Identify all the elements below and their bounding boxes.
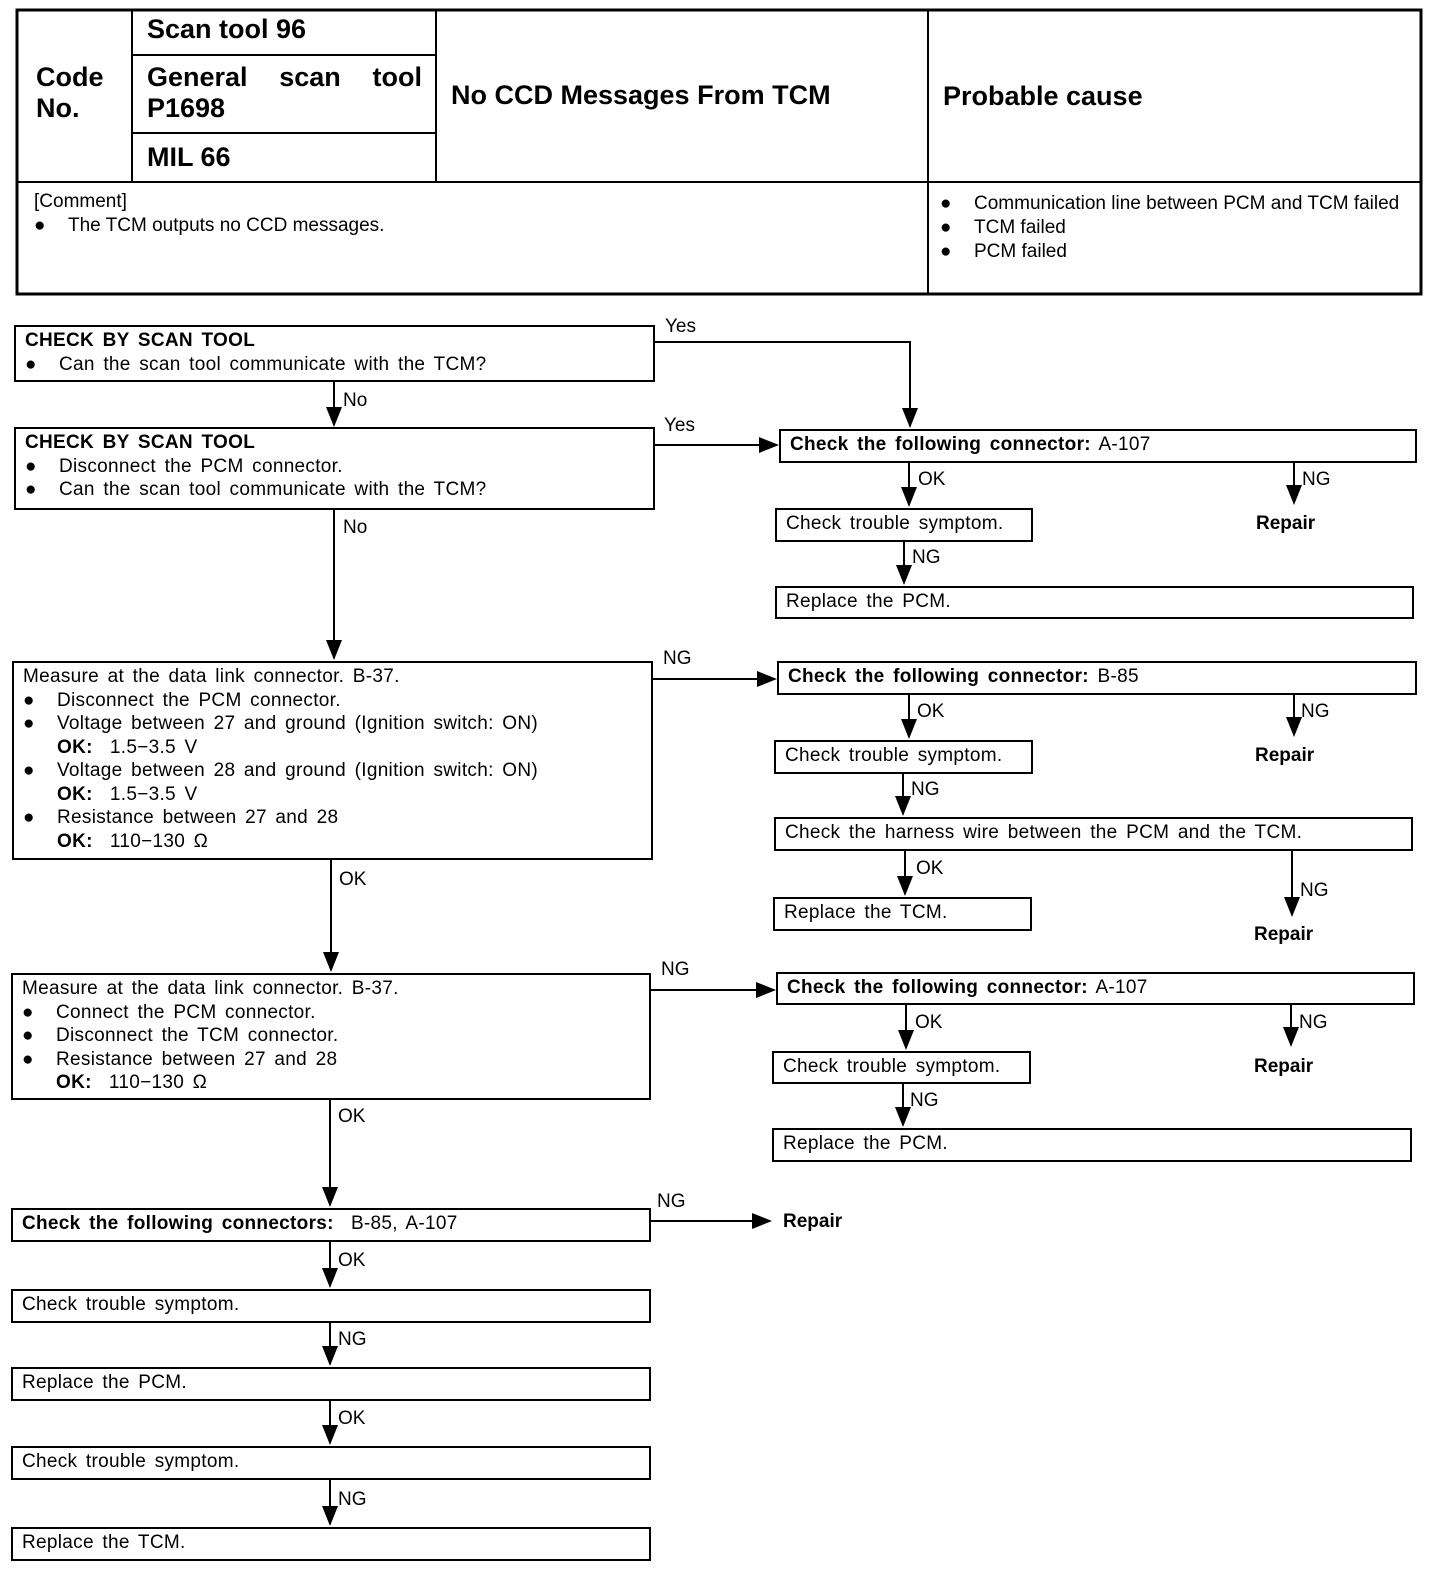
step3-title: Measure at the data link connector. B-37. <box>23 666 400 687</box>
step1-item: Can the scan tool communicate with the TCM? <box>59 353 487 375</box>
replace-pcm-box: Replace the PCM. <box>11 1367 651 1401</box>
step1-box <box>14 325 655 382</box>
bullet-icon: ● <box>940 241 952 262</box>
ng-label: NG <box>338 1329 367 1350</box>
ng-label: NG <box>911 779 940 800</box>
check-symptom-box: Check trouble symptom. <box>775 508 1033 542</box>
connector-id: A-107 <box>1098 434 1151 455</box>
ng-label: NG <box>338 1489 367 1510</box>
ng-label: NG <box>1302 469 1331 490</box>
ng-label: NG <box>657 1191 686 1212</box>
step4-title: Measure at the data link connector. B-37. <box>22 978 399 999</box>
ng-label: NG <box>1300 880 1329 901</box>
ok-spec-label: OK: <box>57 736 93 758</box>
check-symptom-box: Check trouble symptom. <box>772 1051 1031 1084</box>
cause-item: TCM failed <box>974 217 1066 238</box>
check-connector-b85-box <box>777 661 1417 695</box>
ok-spec-label: OK: <box>56 1072 92 1093</box>
step4-item: Disconnect the TCM connector. <box>56 1025 339 1046</box>
connector-id: B-85 <box>1097 666 1139 687</box>
comment-section <box>34 190 384 238</box>
bullet-icon: ● <box>22 1001 34 1023</box>
replace-pcm-box: Replace the PCM. <box>775 586 1414 619</box>
step2-title: CHECK BY SCAN TOOL <box>25 432 256 453</box>
replace-pcm-box: Replace the PCM. <box>772 1128 1412 1162</box>
step2-box <box>14 427 655 510</box>
no-label: No <box>343 517 368 538</box>
bullet-icon: ● <box>23 760 35 781</box>
ng-label: NG <box>910 1090 939 1111</box>
bullet-icon: ● <box>25 455 37 477</box>
yes-label: Yes <box>664 415 695 436</box>
bullet-icon: ● <box>23 807 35 828</box>
ok-label: OK <box>917 701 945 722</box>
ok-spec-value: 1.5−3.5 V <box>109 736 198 758</box>
causes-list <box>940 192 1410 264</box>
check-connector-a107-box <box>779 429 1417 463</box>
check-connectors-box <box>11 1208 651 1242</box>
bullet-icon: ● <box>22 1025 34 1046</box>
step4-item: Resistance between 27 and 28 <box>56 1048 338 1070</box>
bullet-icon: ● <box>23 689 35 711</box>
connector-check-label: Check the following connector: <box>788 666 1089 687</box>
step3-box <box>12 661 653 860</box>
code-no-label: Code No. <box>36 62 104 123</box>
ok-label: OK <box>339 869 367 890</box>
ok-label: OK <box>338 1250 366 1271</box>
repair-label: Repair <box>1255 745 1315 766</box>
bullet-icon: ● <box>25 353 37 375</box>
yes-label: Yes <box>665 316 696 337</box>
repair-label: Repair <box>1254 924 1314 945</box>
step3-item: Resistance between 27 and 28 <box>57 807 339 828</box>
bullet-icon: ● <box>940 193 952 214</box>
ok-label: OK <box>338 1408 366 1429</box>
page-title: No CCD Messages From TCM <box>451 80 831 110</box>
ng-label: NG <box>912 547 941 568</box>
bullet-icon: ● <box>23 713 35 734</box>
repair-label: Repair <box>1256 513 1316 534</box>
bullet-icon: ● <box>34 215 46 236</box>
connector-check-label: Check the following connector: <box>790 434 1091 455</box>
mil-code: MIL 66 <box>147 142 231 172</box>
repair-label: Repair <box>1254 1056 1314 1077</box>
replace-tcm-box: Replace the TCM. <box>11 1527 651 1561</box>
bullet-icon: ● <box>940 217 952 238</box>
step4-box <box>11 973 651 1100</box>
check-connector-a107-box <box>776 972 1415 1005</box>
ok-label: OK <box>338 1106 366 1127</box>
general-scan-tool-code: General scan tool P1698 <box>147 62 422 123</box>
ng-label: NG <box>663 648 692 669</box>
step3-item: Voltage between 28 and ground (Ignition switch: ON) <box>57 760 538 781</box>
step1-title: CHECK BY SCAN TOOL <box>25 330 256 351</box>
check-symptom-box: Check trouble symptom. <box>11 1446 651 1480</box>
ng-label: NG <box>661 959 690 980</box>
ng-label: NG <box>1301 701 1330 722</box>
ok-spec-label: OK: <box>57 830 93 852</box>
connector-check-label: Check the following connector: <box>787 977 1088 998</box>
comment-item: The TCM outputs no CCD messages. <box>68 215 385 236</box>
ok-label: OK <box>916 858 944 879</box>
check-symptom-box: Check trouble symptom. <box>11 1289 651 1323</box>
ok-spec-value: 110−130 Ω <box>108 1072 208 1093</box>
replace-tcm-box: Replace the TCM. <box>773 897 1032 931</box>
ok-label: OK <box>915 1012 943 1033</box>
connector-check-label: Check the following connectors: <box>22 1213 334 1234</box>
connector-id: A-107 <box>1095 977 1148 998</box>
scan-tool-96: Scan tool 96 <box>147 14 307 44</box>
ok-spec-value: 1.5−3.5 V <box>109 783 198 805</box>
step3-item: Disconnect the PCM connector. <box>57 689 341 711</box>
check-symptom-box: Check trouble symptom. <box>774 740 1033 774</box>
bullet-icon: ● <box>22 1048 34 1070</box>
connector-ids: B-85, A-107 <box>350 1213 458 1234</box>
ng-label: NG <box>1299 1012 1328 1033</box>
repair-label: Repair <box>783 1211 843 1232</box>
ok-label: OK <box>918 469 946 490</box>
cause-item: Communication line between PCM and TCM failed <box>974 193 1400 214</box>
step3-item: Voltage between 27 and ground (Ignition switch: ON) <box>57 713 538 734</box>
step2-item: Disconnect the PCM connector. <box>59 455 343 477</box>
probable-cause-label: Probable cause <box>943 81 1143 111</box>
check-harness-box: Check the harness wire between the PCM and the TCM. <box>774 817 1413 851</box>
bullet-icon: ● <box>25 479 37 500</box>
comment-label: [Comment] <box>34 191 127 212</box>
step2-item: Can the scan tool communicate with the TCM? <box>59 479 487 500</box>
no-label: No <box>343 390 368 411</box>
ok-spec-value: 110−130 Ω <box>109 830 209 852</box>
ok-spec-label: OK: <box>57 783 93 805</box>
step4-item: Connect the PCM connector. <box>56 1001 316 1023</box>
cause-item: PCM failed <box>974 241 1067 262</box>
